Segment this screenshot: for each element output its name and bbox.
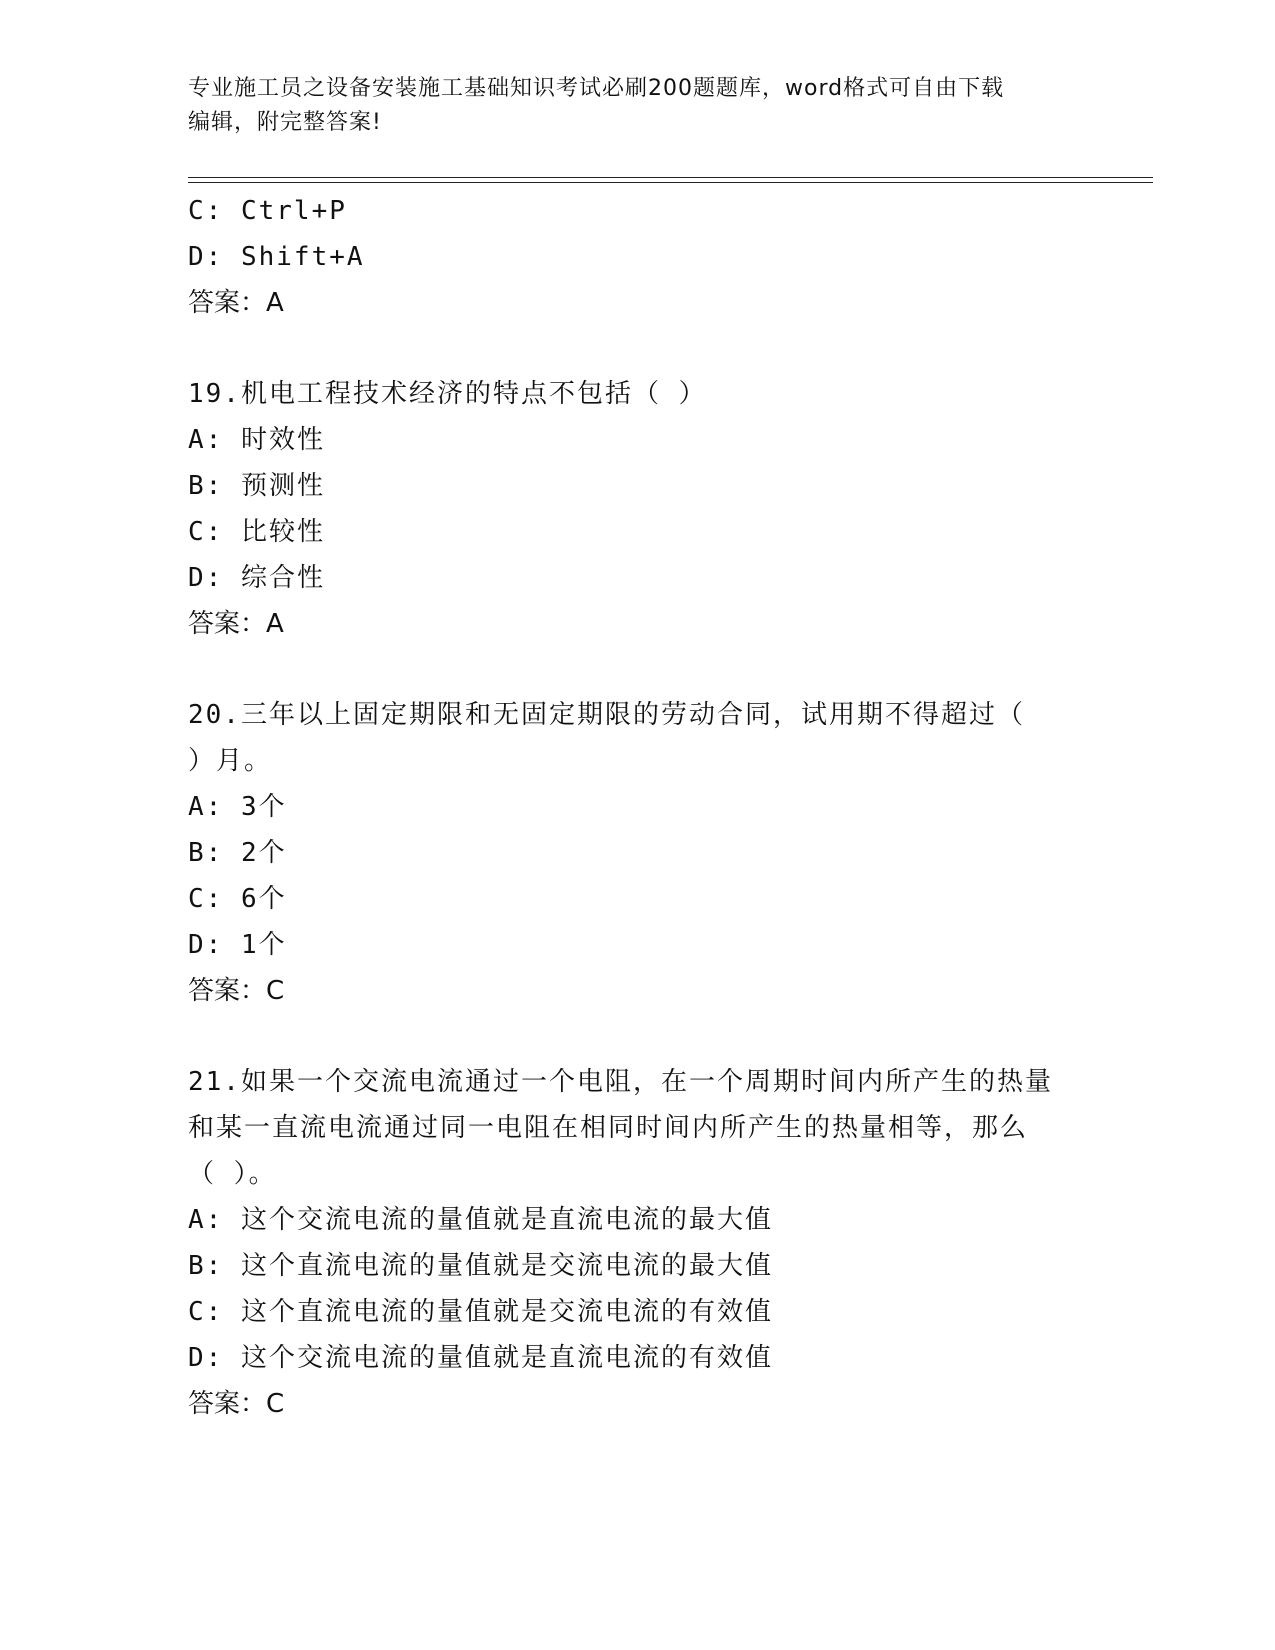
option-a: A: 3个 [188, 792, 287, 822]
answer: 答案：C [188, 1389, 285, 1419]
question-19 [188, 371, 1088, 647]
option-c: C: 比较性 [188, 517, 325, 547]
option-d: D: 综合性 [188, 563, 325, 593]
question-20 [188, 692, 1088, 1014]
option-c: C: 这个直流电流的量值就是交流电流的有效值 [188, 1297, 773, 1327]
option-a: A: 时效性 [188, 425, 325, 455]
option-c: C: Ctrl+P [188, 196, 347, 226]
question-text-line-2: 和某一直流电流通过同一电阻在相同时间内所产生的热量相等，那么 [188, 1113, 1029, 1143]
header-title-line-2: 编辑，附完整答案! [188, 110, 382, 135]
header-divider-top [188, 177, 1153, 178]
option-a: A: 这个交流电流的量值就是直流电流的最大值 [188, 1205, 773, 1235]
answer: 答案：A [188, 609, 284, 639]
header-divider-bottom [188, 182, 1153, 183]
question-18-tail [188, 188, 1088, 326]
answer: 答案：A [188, 288, 284, 318]
answer: 答案：C [188, 976, 285, 1006]
question-text-line-2: ）月。 [188, 746, 273, 776]
question-text-line-3: （ ）。 [188, 1159, 277, 1189]
spacer [188, 1014, 1088, 1059]
question-text-line-1: 21.如果一个交流电流通过一个电阻，在一个周期时间内所产生的热量 [188, 1067, 1053, 1097]
option-d: D: Shift+A [188, 242, 365, 272]
spacer [188, 326, 1088, 371]
option-b: B: 预测性 [188, 471, 325, 501]
header-title-line-1: 专业施工员之设备安装施工基础知识考试必刷200题题库，word格式可自由下载 [188, 76, 1005, 101]
question-list [188, 188, 1088, 1427]
option-b: B: 这个直流电流的量值就是交流电流的最大值 [188, 1251, 773, 1281]
question-text: 19.机电工程技术经济的特点不包括（ ） [188, 379, 707, 409]
option-b: B: 2个 [188, 838, 287, 868]
option-d: D: 这个交流电流的量值就是直流电流的有效值 [188, 1343, 773, 1373]
option-d: D: 1个 [188, 930, 287, 960]
spacer [188, 647, 1088, 692]
question-text-line-1: 20.三年以上固定期限和无固定期限的劳动合同，试用期不得超过（ [188, 700, 1025, 730]
document-header [188, 72, 1088, 140]
option-c: C: 6个 [188, 884, 287, 914]
question-21 [188, 1059, 1088, 1427]
